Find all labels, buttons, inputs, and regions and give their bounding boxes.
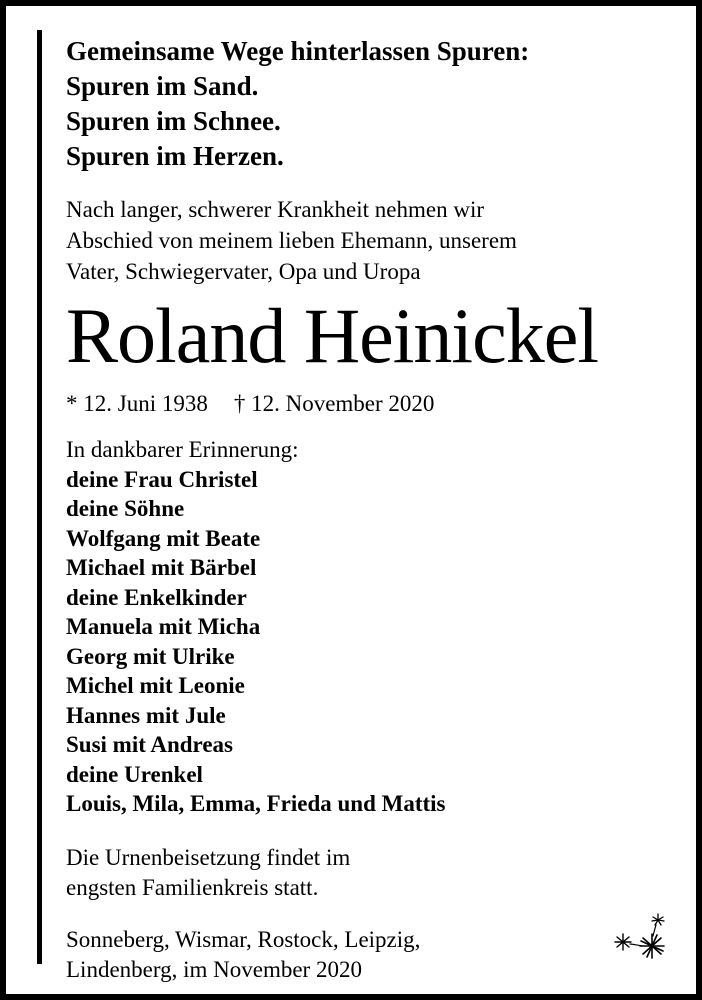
mourner-line: Michel mit Leonie	[66, 673, 245, 698]
mourner-line: Manuela mit Micha	[66, 614, 261, 639]
memory-heading: In dankbarer Erinnerung:	[66, 437, 299, 462]
death-date: † 12. November 2020	[233, 391, 435, 416]
mourners-block	[66, 435, 676, 819]
burial-note	[66, 843, 676, 903]
mourner-line: Michael mit Bärbel	[66, 555, 257, 580]
burial-line: Die Urnenbeisetzung findet im	[66, 844, 351, 870]
mourner-line: Wolfgang mit Beate	[66, 525, 261, 551]
side-rule	[37, 30, 42, 964]
intro-line: Abschied von meinem lieben Ehemann, unserem	[66, 228, 517, 253]
intro-text	[66, 194, 676, 287]
mourner-line: deine Söhne	[66, 496, 185, 521]
birth-date: * 12. Juni 1938	[66, 391, 208, 416]
place-line: Lindenberg, im November 2020	[66, 956, 362, 982]
flower-sprig-icon	[606, 912, 672, 964]
motto-block	[66, 34, 676, 174]
intro-line: Nach langer, schwerer Krankheit nehmen wir	[66, 197, 485, 222]
mourner-line: deine Urenkel	[66, 761, 203, 787]
mourner-line: deine Frau Christel	[66, 466, 258, 492]
intro-line: Vater, Schwiegervater, Opa und Uropa	[66, 259, 421, 284]
place-line: Sonneberg, Wismar, Rostock, Leipzig,	[66, 926, 421, 952]
life-dates	[66, 389, 676, 419]
mourner-line: Hannes mit Jule	[66, 702, 226, 728]
mourner-line: Susi mit Andreas	[66, 732, 234, 757]
motto-line: Gemeinsame Wege hinterlassen Spuren:	[66, 36, 530, 66]
mourner-line: Georg mit Ulrike	[66, 643, 235, 669]
obituary-notice	[66, 34, 676, 985]
motto-line: Spuren im Herzen.	[66, 141, 284, 171]
motto-line: Spuren im Sand.	[66, 71, 259, 101]
mourner-line: deine Enkelkinder	[66, 584, 247, 610]
deceased-name: Roland Heinickel	[66, 292, 599, 379]
mourner-line: Louis, Mila, Emma, Frieda und Mattis	[66, 791, 446, 816]
motto-line: Spuren im Schnee.	[66, 106, 281, 136]
place-and-date	[66, 925, 676, 985]
burial-line: engsten Familienkreis statt.	[66, 874, 319, 900]
